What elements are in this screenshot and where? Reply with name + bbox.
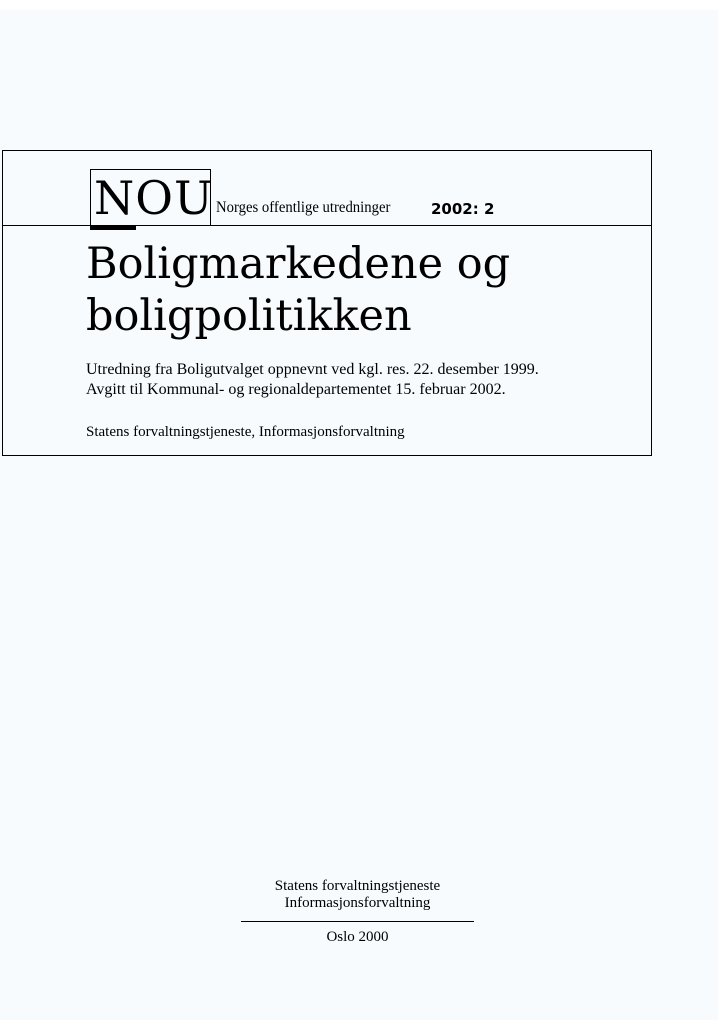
imprint (241, 878, 474, 912)
series-name: Norges offentlige utredninger (216, 199, 391, 216)
imprint-line-1: Statens forvaltningstjeneste (274, 878, 441, 894)
series-number: 2002: 2 (431, 200, 495, 218)
nou-logo-underline (90, 225, 136, 230)
document-title-line-1: Boligmarkedene og (86, 239, 511, 289)
nou-logo: NOU (90, 169, 211, 226)
document-title-line-2: boligpolitikken (86, 291, 412, 341)
subtitle-line-1: Utredning fra Boligutvalget oppnevnt ved kgl. res. 22. desember 1999. (86, 361, 539, 378)
document-subtitle (86, 360, 539, 400)
imprint-line-2: Informasjonsforvaltning (284, 895, 431, 911)
publisher-line: Statens forvaltningstjeneste, Informasjonsforvaltning (86, 424, 405, 440)
document-title (86, 238, 626, 342)
subtitle-line-2: Avgitt til Kommunal- og regionaldepartementet 15. februar 2002. (86, 381, 506, 398)
imprint-city-year: Oslo 2000 (326, 929, 389, 945)
imprint-divider (241, 921, 474, 922)
